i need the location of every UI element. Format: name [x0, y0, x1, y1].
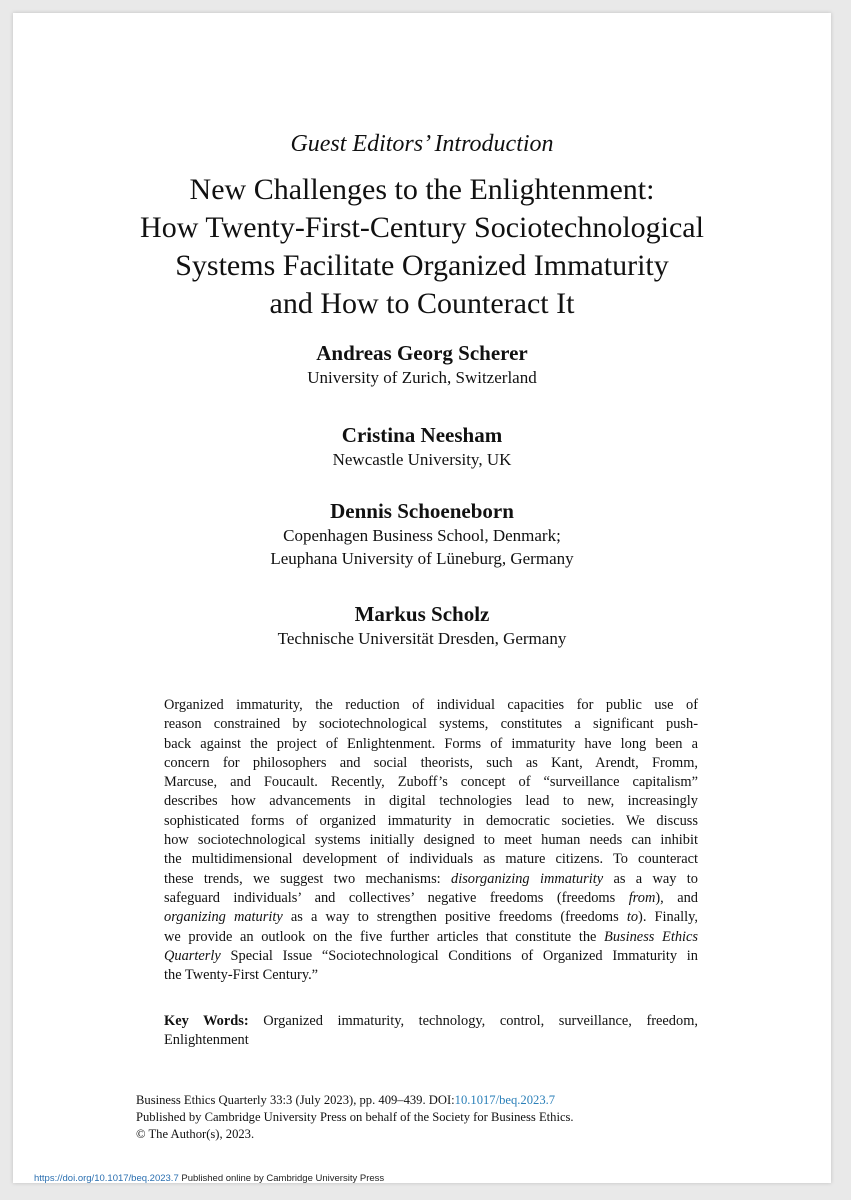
abstract-emphasis: to	[626, 909, 639, 926]
title-line: How Twenty-First-Century Sociotechnological	[140, 211, 704, 244]
author-name: Cristina Neesham	[341, 423, 503, 447]
section-label: Guest Editors’ Introduction	[290, 131, 554, 157]
author-block	[13, 340, 831, 389]
citation-line	[136, 1092, 574, 1109]
abstract-emphasis: from	[628, 889, 656, 906]
abstract	[164, 696, 698, 985]
abstract-text: as a way to	[603, 870, 698, 887]
citation-footer	[136, 1092, 574, 1143]
abstract-line: how sociotechnological systems initially designed to meet human needs can inhibit	[164, 832, 698, 849]
doi-link[interactable]: 10.1017/beq.2023.7	[454, 1093, 556, 1107]
paper-page	[13, 13, 831, 1183]
abstract-line	[164, 870, 698, 889]
abstract-line: sophisticated forms of organized immaturity in democratic societies. We discuss	[164, 812, 698, 829]
title-line: and How to Counteract It	[269, 287, 575, 320]
author-name: Andreas Georg Scherer	[316, 341, 528, 365]
abstract-text: ), and	[655, 889, 698, 906]
abstract-line	[164, 908, 698, 927]
copyright-line: © The Author(s), 2023.	[136, 1127, 255, 1141]
author-block	[13, 498, 831, 570]
abstract-text: ). Finally,	[638, 909, 698, 926]
keywords	[164, 1012, 698, 1051]
keywords-text: Organized immaturity, technology, control, surveillance, freedom,	[248, 1013, 698, 1029]
abstract-line: reason constrained by sociotechnological systems, constitutes a significant push-	[164, 716, 698, 733]
keywords-line	[164, 1012, 698, 1031]
author-affiliation: Newcastle University, UK	[332, 450, 512, 469]
abstract-emphasis: organizing maturity	[164, 909, 283, 926]
online-publication-line	[34, 1173, 384, 1184]
author-name: Dennis Schoeneborn	[330, 499, 514, 523]
abstract-text: these trends, we suggest two mechanisms:	[164, 870, 451, 887]
author-affiliation: Leuphana University of Lüneburg, Germany	[270, 549, 574, 568]
author-block	[13, 601, 831, 650]
author-affiliation: Technische Universität Dresden, Germany	[277, 629, 567, 648]
abstract-emphasis: disorganizing immaturity	[451, 870, 604, 887]
abstract-line: Organized immaturity, the reduction of individual capacities for public use of	[164, 697, 698, 713]
keywords-label: Key Words:	[164, 1013, 249, 1029]
abstract-line: Marcuse, and Foucault. Recently, Zuboff’s concept of “surveillance capitalism”	[164, 774, 698, 791]
abstract-text: we provide an outlook on the five further articles that constitute the	[164, 928, 605, 945]
title-line: Systems Facilitate Organized Immaturity	[175, 249, 669, 282]
abstract-text: as a way to strengthen positive freedoms (freedoms	[282, 909, 627, 926]
title-line: New Challenges to the Enlightenment:	[189, 173, 655, 206]
abstract-emphasis: Business Ethics	[604, 928, 698, 945]
abstract-line: the Twenty-First Century.”	[164, 967, 319, 984]
author-affiliation: University of Zurich, Switzerland	[307, 368, 537, 387]
abstract-line	[164, 889, 698, 908]
keywords-line: Enlightenment	[164, 1032, 249, 1049]
abstract-line: the multidimensional development of individuals as mature citizens. To counteract	[164, 851, 698, 868]
abstract-text: safeguard individuals’ and collectives’ negative freedoms (freedoms	[164, 889, 629, 906]
author-affiliation: Copenhagen Business School, Denmark;	[283, 526, 561, 545]
publisher-line: Published by Cambridge University Press on behalf of the Society for Business Ethics.	[136, 1110, 574, 1124]
abstract-text: Special Issue “Sociotechnological Conditions of Organized Immaturity in	[220, 947, 698, 964]
abstract-line: concern for philosophers and social theorists, such as Kant, Arendt, Fromm,	[164, 754, 698, 771]
abstract-line: back against the project of Enlightenment. Forms of immaturity have long been a	[164, 735, 698, 752]
abstract-emphasis: Quarterly	[164, 947, 221, 964]
citation-text: Business Ethics Quarterly 33:3 (July 2023), pp. 409–439. DOI:	[136, 1093, 455, 1107]
abstract-line	[164, 947, 698, 966]
author-block	[13, 422, 831, 471]
author-name: Markus Scholz	[354, 602, 490, 626]
online-publication-text: Published online by Cambridge University Press	[178, 1173, 385, 1184]
abstract-line: describes how advancements in digital technologies lead to new, increasingly	[164, 793, 698, 810]
abstract-line	[164, 928, 698, 947]
doi-url-link[interactable]: https://doi.org/10.1017/beq.2023.7	[34, 1173, 179, 1184]
article-title	[73, 171, 771, 323]
